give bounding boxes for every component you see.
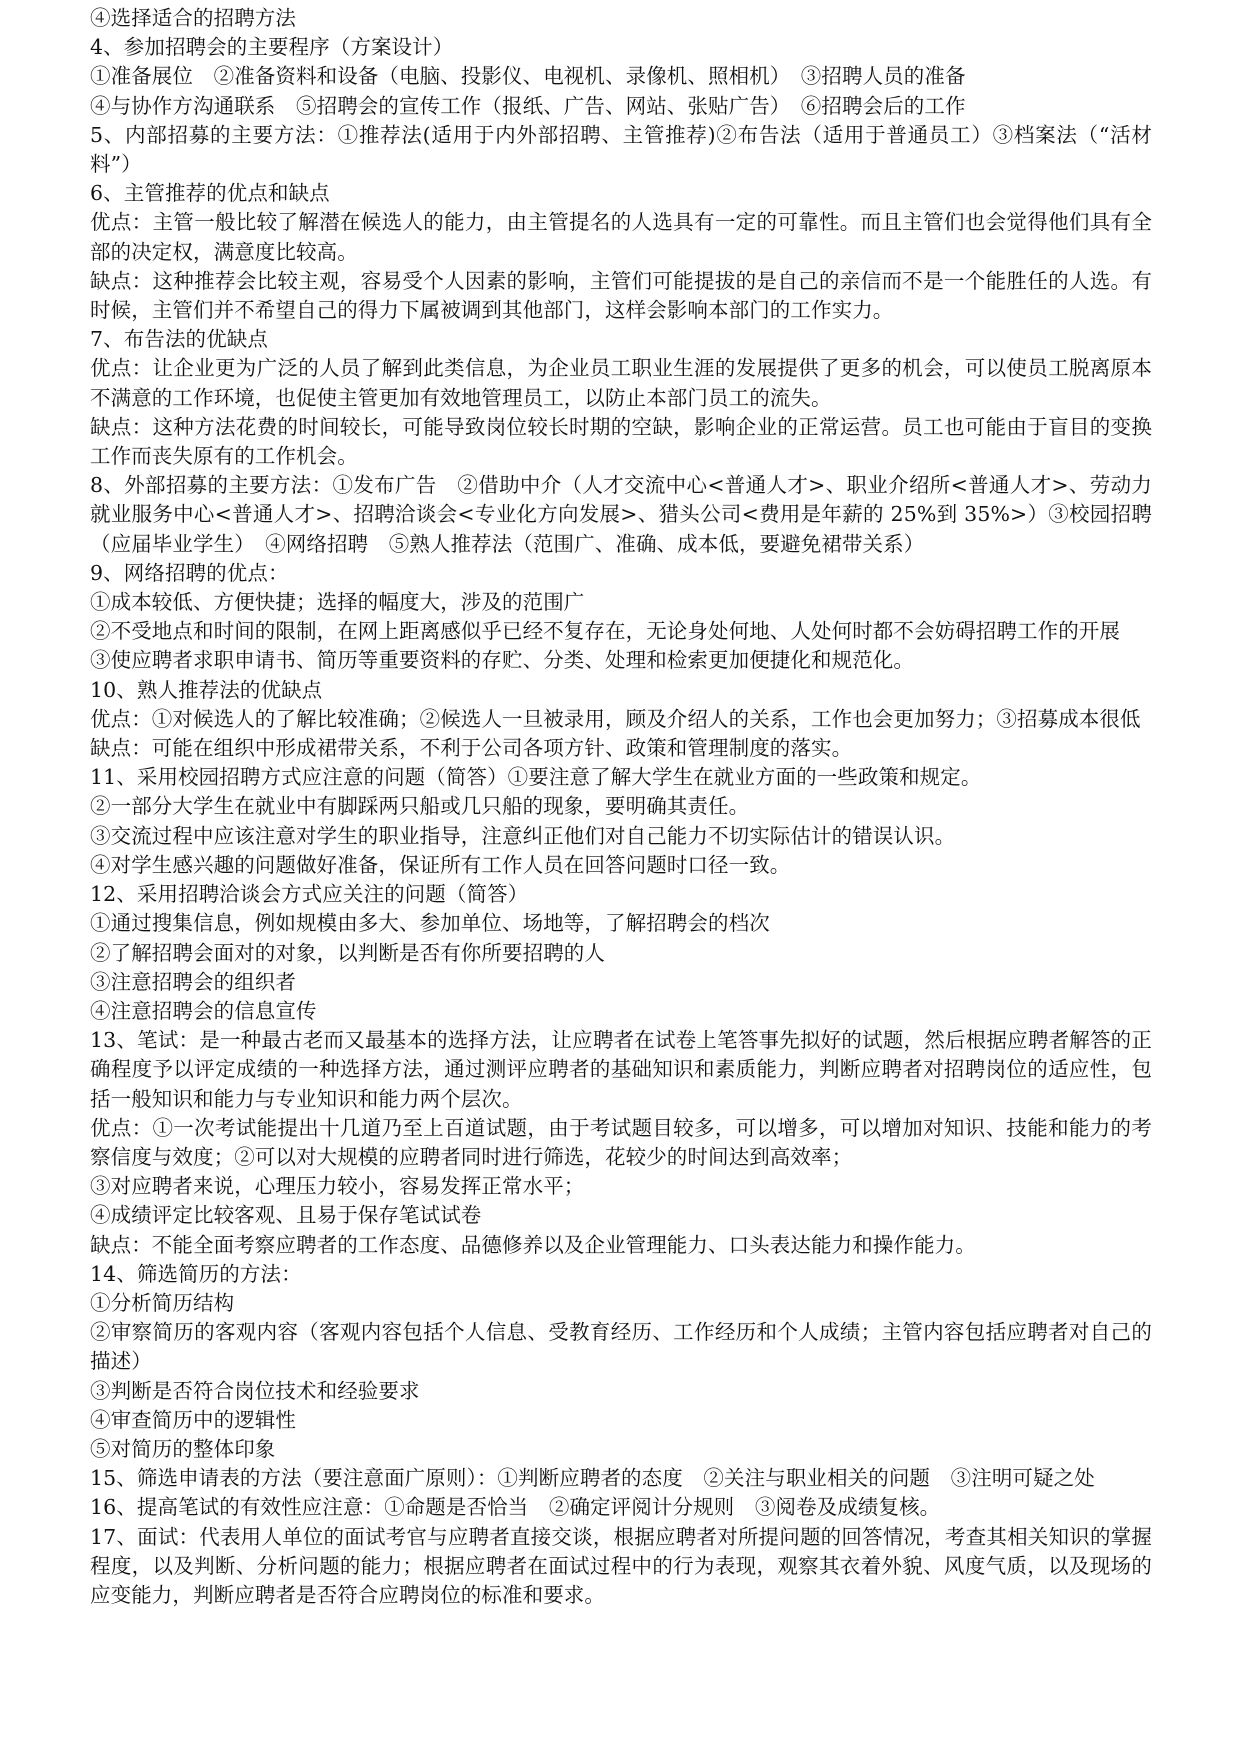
list-item: ⑤对简历的整体印象	[90, 1436, 276, 1461]
list-item: ④成绩评定比较客观、且易于保存笔试试卷	[90, 1203, 482, 1228]
list-item: ④注意招聘会的信息宣传	[90, 998, 317, 1023]
list-item-method: ④选择适合的招聘方法	[90, 6, 296, 30]
list-item: ④对学生感兴趣的问题做好准备，保证所有工作人员在回答问题时口径一致。	[90, 852, 791, 877]
list-item: ①通过搜集信息，例如规模由多大、参加单位、场地等，了解招聘会的档次	[90, 911, 770, 936]
section-heading-8: 8、外部招募的主要方法：①发布广告 ②借助中介（人才交流中心<普通人才>、职业介绍所<普通人才>、劳动力就业服务中心<普通人才>、招聘洽谈会<专业化方向发展>、猎头公司<费用是年薪的 25%到 35%>）③校园招聘（应届毕业学生） ④网络招聘 ⑤熟人推荐法（范围广、准确、成本低，要避免裙带关系）	[90, 473, 1152, 556]
section-heading-10: 10、熟人推荐法的优缺点	[90, 677, 323, 702]
list-item: ③判断是否符合岗位技术和经验要求	[90, 1378, 420, 1403]
section-heading-12: 12、采用招聘洽谈会方式应关注的问题（简答）	[90, 882, 529, 907]
document-page	[90, 4, 1152, 1610]
list-item: ②不受地点和时间的限制，在网上距离感似乎已经不复存在，无论身处何地、人处何时都不会妨碍招聘工作的开展	[90, 619, 1120, 644]
section-heading-16: 16、提高笔试的有效性应注意：①命题是否恰当 ②确定评阅计分规则 ③阅卷及成绩复核。	[90, 1495, 941, 1520]
paragraph-advantages: 优点：①对候选人的了解比较准确；②候选人一旦被录用，顾及介绍人的关系，工作也会更加努力；③招募成本很低	[90, 706, 1141, 731]
list-item: ②审察简历的客观内容（客观内容包括个人信息、受教育经历、工作经历和个人成绩；主管内容包括应聘者对自己的描述）	[90, 1320, 1152, 1374]
paragraph-disadvantages: 缺点：不能全面考察应聘者的工作态度、品德修养以及企业管理能力、口头表达能力和操作能力。	[90, 1232, 976, 1257]
list-item: ③注意招聘会的组织者	[90, 969, 296, 994]
paragraph-advantages: 优点：让企业更为广泛的人员了解到此类信息，为企业员工职业生涯的发展提供了更多的机会，可以使员工脱离原本不满意的工作环境，也促使主管更加有效地管理员工，以防止本部门员工的流失。	[90, 356, 1152, 410]
section-heading-13: 13、笔试：是一种最古老而又最基本的选择方法，让应聘者在试卷上笔答事先拟好的试题，然后根据应聘者解答的正确程度予以评定成绩的一种选择方法，通过测评应聘者的基础知识和素质能力，判断应聘者对招聘岗位的适应性，包括一般知识和能力与专业知识和能力两个层次。	[90, 1028, 1152, 1111]
section-heading-4: 4、参加招聘会的主要程序（方案设计）	[90, 35, 454, 60]
list-item: ①分析简历结构	[90, 1290, 235, 1315]
paragraph: ④与协作方沟通联系 ⑤招聘会的宣传工作（报纸、广告、网站、张贴广告） ⑥招聘会后的工作	[90, 93, 966, 118]
section-heading-5: 5、内部招募的主要方法：①推荐法(适用于内外部招聘、主管推荐)②布告法（适用于普通员工）③档案法（“活材料”）	[90, 122, 1152, 177]
list-item: ③使应聘者求职申请书、简历等重要资料的存贮、分类、处理和检索更加便捷化和规范化。	[90, 648, 914, 673]
section-heading-15: 15、筛选申请表的方法（要注意面广原则）：①判断应聘者的态度 ②关注与职业相关的问题 ③注明可疑之处	[90, 1466, 1095, 1491]
paragraph-disadvantages: 缺点：这种推荐会比较主观，容易受个人因素的影响，主管们可能提拔的是自己的亲信而不是一个能胜任的人选。有时候，主管们并不希望自己的得力下属被调到其他部门，这样会影响本部门的工作实力。	[90, 268, 1152, 323]
paragraph: ①准备展位 ②准备资料和设备（电脑、投影仪、电视机、录像机、照相机） ③招聘人员的准备	[90, 64, 966, 89]
section-heading-11: 11、采用校园招聘方式应注意的问题（简答）①要注意了解大学生在就业方面的一些政策和规定。	[90, 765, 982, 790]
paragraph-advantages: 优点：主管一般比较了解潜在候选人的能力，由主管提名的人选具有一定的可靠性。而且主管们也会觉得他们具有全部的决定权，满意度比较高。	[90, 210, 1152, 264]
section-heading-17: 17、面试：代表用人单位的面试考官与应聘者直接交谈，根据应聘者对所提问题的回答情况，考查其相关知识的掌握程度，以及判断、分析问题的能力；根据应聘者在面试过程中的行为表现，观察其衣着外貌、风度气质，以及现场的应变能力，判断应聘者是否符合应聘岗位的标准和要求。	[90, 1524, 1152, 1607]
list-item: ④审查简历中的逻辑性	[90, 1407, 296, 1432]
paragraph-disadvantages: 缺点：可能在组织中形成裙带关系，不利于公司各项方针、政策和管理制度的落实。	[90, 736, 853, 761]
list-item: ②了解招聘会面对的对象，以判断是否有你所要招聘的人	[90, 940, 605, 965]
section-heading-14: 14、筛选简历的方法：	[90, 1261, 302, 1286]
list-item: ②一部分大学生在就业中有脚踩两只船或几只船的现象，要明确其责任。	[90, 794, 750, 819]
section-heading-6: 6、主管推荐的优点和缺点	[90, 181, 330, 206]
section-heading-7: 7、布告法的优缺点	[90, 327, 268, 352]
list-item: ①成本较低、方便快捷；选择的幅度大，涉及的范围广	[90, 590, 585, 615]
paragraph-advantages: 优点：①一次考试能提出十几道乃至上百道试题，由于考试题目较多，可以增多，可以增加对知识、技能和能力的考察信度与效度；②可以对大规模的应聘者同时进行筛选，花较少的时间达到高效率；	[90, 1115, 1152, 1169]
paragraph-disadvantages: 缺点：这种方法花费的时间较长，可能导致岗位较长时期的空缺，影响企业的正常运营。员工也可能由于盲目的变换工作而丧失原有的工作机会。	[90, 414, 1152, 469]
list-item: ③交流过程中应该注意对学生的职业指导，注意纠正他们对自己能力不切实际估计的错误认识。	[90, 823, 956, 848]
list-item: ③对应聘者来说，心理压力较小，容易发挥正常水平；	[90, 1174, 585, 1199]
section-heading-9: 9、网络招聘的优点：	[90, 560, 289, 585]
